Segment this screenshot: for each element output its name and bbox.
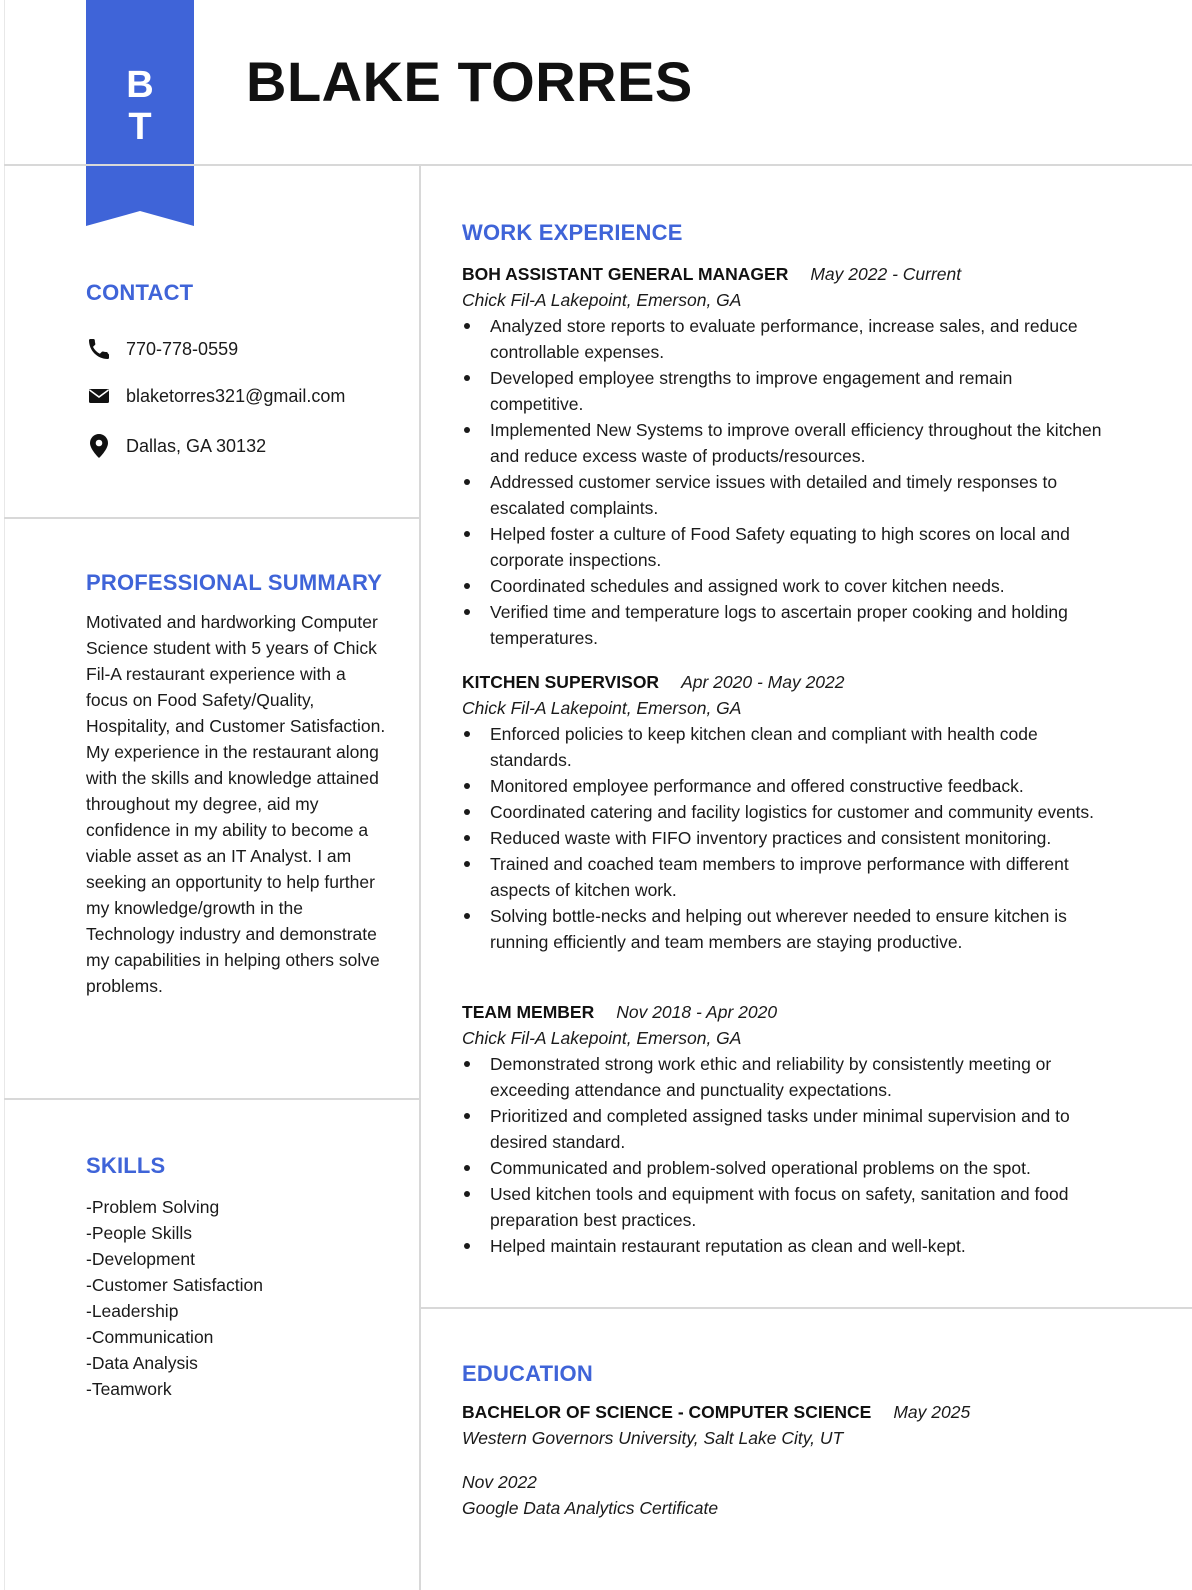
- summary-text: Motivated and hardworking Computer Science student with 5 years of Chick Fil-A restaurant experience with a focus on Food Safety/Quality, Hospitality, and Customer Satisfaction. My experience in the restaurant along with the skills and knowledge attained throughout my degree, aid my confidence in my ability to become a viable asset as an IT Analyst. I am seeking an opportunity to help further my knowledge/growth in the Technology industry and demonstrate my capabilities in helping others solve problems.: [86, 612, 386, 996]
- work-divider: [421, 1307, 1192, 1309]
- job-dates: May 2022 - Current: [810, 264, 962, 284]
- envelope-icon: [86, 383, 112, 409]
- map-pin-icon: [86, 433, 112, 459]
- job-entry: [462, 261, 1102, 651]
- initial-first: B: [126, 64, 154, 106]
- skill-item: -Development: [86, 1249, 195, 1269]
- job-dates: Nov 2018 - Apr 2020: [616, 1002, 778, 1022]
- initial-last: T: [128, 106, 152, 148]
- phone-number: 770-778-0559: [126, 338, 239, 359]
- skill-item: -Problem Solving: [86, 1197, 220, 1217]
- job-company: Chick Fil-A Lakepoint, Emerson, GA: [462, 290, 742, 310]
- certificate-date: Nov 2022: [462, 1472, 537, 1492]
- job-header: [462, 261, 1102, 287]
- job-entry: [462, 999, 1102, 1259]
- degree-date: May 2025: [893, 1402, 971, 1422]
- skill-item: -People Skills: [86, 1223, 193, 1243]
- candidate-name: BLAKE TORRES: [246, 50, 693, 113]
- summary-title: PROFESSIONAL SUMMARY: [86, 570, 383, 595]
- bullet-item: Prioritized and completed assigned tasks under minimal supervision and to desired standard.: [462, 1103, 1102, 1155]
- job-bullets: [462, 313, 1102, 651]
- bullet-item: Monitored employee performance and offered constructive feedback.: [462, 773, 1102, 799]
- initials-ribbon: [86, 0, 194, 226]
- bullet-item: Trained and coached team members to improve performance with different aspects of kitchen work.: [462, 851, 1102, 903]
- bullet-item: Verified time and temperature logs to ascertain proper cooking and holding temperatures.: [462, 599, 1102, 651]
- header-divider: [4, 164, 1192, 166]
- skills-list: [86, 1194, 263, 1402]
- skills-title: SKILLS: [86, 1153, 166, 1178]
- skill-item: -Teamwork: [86, 1379, 172, 1399]
- degree-name: BACHELOR OF SCIENCE - COMPUTER SCIENCE: [462, 1402, 872, 1422]
- location: Dallas, GA 30132: [126, 435, 267, 456]
- bullet-item: Analyzed store reports to evaluate performance, increase sales, and reduce controllable expenses.: [462, 313, 1102, 365]
- email-address: blaketorres321@gmail.com: [126, 385, 346, 406]
- contact-divider: [4, 517, 419, 519]
- bullet-item: Solving bottle-necks and helping out wherever needed to ensure kitchen is running efficiently and team members are staying productive.: [462, 903, 1102, 955]
- page-edge: [4, 0, 5, 1590]
- job-company: Chick Fil-A Lakepoint, Emerson, GA: [462, 698, 742, 718]
- initials: [86, 64, 194, 148]
- education-title: EDUCATION: [462, 1361, 593, 1386]
- bullet-item: Implemented New Systems to improve overall efficiency throughout the kitchen and reduce excess waste of products/resources.: [462, 417, 1102, 469]
- skill-item: -Communication: [86, 1327, 214, 1347]
- bullet-item: Helped maintain restaurant reputation as clean and well-kept.: [462, 1233, 1102, 1259]
- bullet-item: Addressed customer service issues with detailed and timely responses to escalated complaints.: [462, 469, 1102, 521]
- bullet-item: Developed employee strengths to improve engagement and remain competitive.: [462, 365, 1102, 417]
- bullet-item: Used kitchen tools and equipment with focus on safety, sanitation and food preparation best practices.: [462, 1181, 1102, 1233]
- bullet-item: Communicated and problem-solved operational problems on the spot.: [462, 1155, 1102, 1181]
- degree-header: [462, 1399, 1102, 1425]
- contact-title: CONTACT: [86, 280, 194, 305]
- job-title: BOH ASSISTANT GENERAL MANAGER: [462, 264, 789, 284]
- education-entry: [462, 1399, 1102, 1521]
- job-header: [462, 669, 1102, 695]
- job-header: [462, 999, 1102, 1025]
- skill-item: -Leadership: [86, 1301, 179, 1321]
- bullet-item: Demonstrated strong work ethic and reliability by consistently meeting or exceeding attendance and punctuality expectations.: [462, 1051, 1102, 1103]
- job-dates: Apr 2020 - May 2022: [681, 672, 845, 692]
- bullet-item: Enforced policies to keep kitchen clean and compliant with health code standards.: [462, 721, 1102, 773]
- bullet-item: Helped foster a culture of Food Safety equating to high scores on local and corporate inspections.: [462, 521, 1102, 573]
- bullet-item: Reduced waste with FIFO inventory practices and consistent monitoring.: [462, 825, 1102, 851]
- contact-phone: [86, 335, 238, 363]
- certificate-name: Google Data Analytics Certificate: [462, 1498, 719, 1518]
- job-bullets: [462, 721, 1102, 955]
- contact-email: [86, 382, 345, 410]
- skill-item: -Customer Satisfaction: [86, 1275, 264, 1295]
- job-title: TEAM MEMBER: [462, 1002, 595, 1022]
- bullet-item: Coordinated schedules and assigned work to cover kitchen needs.: [462, 573, 1102, 599]
- skill-item: -Data Analysis: [86, 1353, 198, 1373]
- job-bullets: [462, 1051, 1102, 1259]
- school-name: Western Governors University, Salt Lake City, UT: [462, 1428, 844, 1448]
- bullet-item: Coordinated catering and facility logistics for customer and community events.: [462, 799, 1102, 825]
- summary-divider: [4, 1098, 419, 1100]
- job-entry: [462, 669, 1102, 955]
- job-title: KITCHEN SUPERVISOR: [462, 672, 660, 692]
- work-title: WORK EXPERIENCE: [462, 220, 683, 245]
- job-company: Chick Fil-A Lakepoint, Emerson, GA: [462, 1028, 742, 1048]
- contact-location: [86, 432, 266, 460]
- phone-icon: [86, 336, 112, 362]
- column-divider: [419, 165, 421, 1590]
